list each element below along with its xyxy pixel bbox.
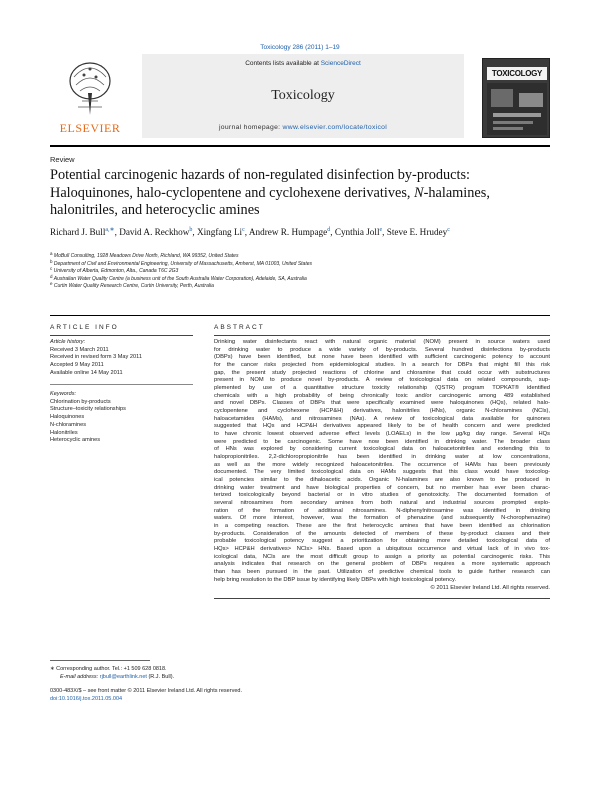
abstract-line: HQs> HCP&H derivatives> NCls> HNs. Based upon a ubiquitous occurrence and virtual lack of in vivo tox- — [214, 546, 550, 553]
title-line: Potential carcinogenic hazards of non-regulated disinfection by-products: — [50, 167, 471, 183]
abstract-rule — [214, 335, 550, 336]
email-line: E-mail address: rjbull@earthlink.net (R.J. Bull). — [60, 673, 175, 680]
author[interactable]: Richard J. Bull$^{a,∗}$, — [50, 227, 120, 237]
section-rule — [50, 315, 550, 316]
abstract-line: were predicted to be carcinogenic. Some have now been identified in drinking water. The broader class — [214, 438, 550, 445]
abstract-line: by-products. Consideration of the amounts detected of members of these by-product classes and their — [214, 530, 550, 537]
abstract-line: probable toxicological potency suggest a prioritization for obtaining more detailed toxicological data of — [214, 538, 550, 545]
elsevier-tree-icon — [66, 57, 114, 117]
abstract-line: halopropionitriles. 2,2-dichloropropionitrile has been identified in drinking water at low concentrations, — [214, 454, 550, 461]
abstract-line: of HNs was explored by considering current toxicological data on haloacetonitriles and extending this to — [214, 446, 550, 453]
abstract-line: suggested that HQs and HCP&H derivatives appeared likely to be of health concern and were predicted — [214, 423, 550, 430]
abstract-line: Drinking water disinfectants react with natural organic material (NOM) present in source waters used — [214, 339, 550, 345]
issn-line: 0300-483X/$ – see front matter © 2011 Elsevier Ireland Ltd. All rights reserved. — [50, 688, 242, 694]
history-label: Article history: — [50, 339, 86, 345]
abstract-line: ration of the formation of additional nitrosamines. N-diphenylnitrosamine was identified in drinking — [214, 507, 550, 514]
contents-prefix: Contents lists available at — [245, 60, 321, 67]
author[interactable]: David A. Reckhow$^b$, — [119, 227, 197, 237]
journal-cover[interactable] — [482, 58, 550, 138]
cover-art-icon — [487, 83, 547, 135]
affiliations — [50, 253, 550, 291]
affiliation: $^d$ Australian Water Quality Centre (a business unit of the South Australia Water Corporation), Adelaide, SA, Australia — [50, 273, 307, 282]
article-title — [50, 167, 550, 220]
history-item: Received 3 March 2011 — [50, 346, 109, 353]
abstract-line: waters. Of more interest, however, was the formation of phenazine (and subsequently N-chorophenazine) — [214, 515, 550, 522]
abstract-line: than has been pursued in the past. Utilization of predictive chemical tools to guide further research can — [214, 569, 550, 576]
author[interactable]: Cynthia Joll$^e$, — [334, 227, 387, 237]
history-item: Accepted 9 May 2011 — [50, 362, 104, 369]
sciencedirect-link[interactable]: ScienceDirect — [320, 60, 361, 67]
abstract-line: cyclopentene and cyclohexene (HCP&H) derivatives, halonitriles (HNs), organic N-chloramines (NCls), — [214, 408, 550, 415]
abstract-end-rule — [214, 598, 550, 599]
abstract-line: documented. The very limited toxicological data on HAMs suggests that this class would have toxicolog- — [214, 469, 550, 476]
article-info-heading: ARTICLE INFO — [50, 324, 119, 331]
history-item: Received in revised form 3 May 2011 — [50, 354, 142, 361]
journal-citation: Toxicology 286 (2011) 1–19 — [260, 44, 340, 51]
footnote-rule — [50, 660, 150, 661]
affiliation: $^a$ MoBull Consulting, 1928 Meadows Drive North, Richland, WA 99352, United States — [50, 251, 239, 259]
keyword: Halonitriles — [50, 429, 78, 436]
abstract-line: analysis indicates that research on the general problem of DBPs requires a more systematic approach — [214, 561, 550, 568]
abstract-line: chemicals with a high probability of being chronically toxic and/or carcinogenic among 489 established — [214, 392, 550, 399]
homepage-line — [142, 124, 464, 131]
abstract-line: for drinking water to produce a wide variety of by-products. Several hundred disinfections by-products — [214, 346, 550, 353]
abstract-line: in a competing reaction. These are the first heterocyclic amines that have been identified as chlorination — [214, 523, 550, 530]
history-item: Available online 14 May 2011 — [50, 369, 123, 376]
issn-block — [50, 688, 350, 703]
keywords — [50, 391, 193, 445]
email-link[interactable]: rjbull@earthlink.net — [99, 673, 147, 680]
corresponding-author-note — [50, 666, 350, 681]
cover-title: TOXICOLOGY — [487, 67, 547, 80]
keyword: Haloquinones — [50, 414, 85, 421]
abstract-line: gap, the present study projected reactions of chlorine and chloramine that could occur with substructures — [214, 369, 550, 376]
title-line: Haloquinones, halo-cyclopentene and cyclohexene derivatives, N-halamines, — [50, 184, 490, 201]
abstract-line: icological data, NCls are the most difficult group to assign a priority as potential carcinogenic risks. This — [214, 553, 550, 560]
copyright-notice: © 2011 Elsevier Ireland Ltd. All rights reserved. — [430, 584, 550, 591]
author[interactable]: Steve E. Hrudey$^c$ — [386, 227, 450, 237]
abstract-line: to have chronic lowest observed adverse effect levels (LOAELs) in the low µg/kg day range. Several HQs — [214, 431, 550, 438]
abstract-body — [214, 339, 550, 592]
abstract-line: plemented by use of a quantitative structure toxicity relationship (QSTR) program TOPKAT® identified — [214, 385, 550, 392]
abstract-line: terized toxicologically beyond bacterial or in vitro studies of genotoxicity. The documented formation of — [214, 492, 550, 499]
elsevier-logo[interactable] — [50, 57, 130, 137]
keyword: Chlorination by-products — [50, 398, 111, 405]
abstract-line: ical potencies similar to the dihaloacetic acids. Organic N-halamines are also known to be produced in — [214, 477, 550, 484]
abstract-line: for the cancer risks projected from epidemiological studies. In a search for DBPs that might fill this risk — [214, 362, 550, 369]
affiliation: $^b$ Department of Civil and Environmental Engineering, University of Massachusetts, Amherst, MA 01003, United States — [50, 258, 312, 267]
author[interactable]: Andrew R. Humpage$^d$, — [248, 227, 335, 237]
article-type: Review — [50, 155, 75, 164]
abstract-line: several nitrosamines from secondary amines from both natural and industrial sources prompted explo- — [214, 500, 550, 507]
contents-line — [142, 60, 464, 67]
title-line: halonitriles, and heterocyclic amines — [50, 202, 260, 218]
affiliation: $^e$ Curtin Water Quality Research Centre, Curtin University, Perth, Australia — [50, 281, 214, 290]
abstract-line: and novel DBPs. Classes of DBPs that were specifically examined were haloquinones (HQs), related halo- — [214, 400, 550, 407]
info-divider — [50, 384, 193, 385]
keyword: Structure–toxicity relationships — [50, 406, 126, 413]
author-list — [50, 227, 560, 237]
abstract-line: help bring resolution to the DBP issue by identifying likely DBPs with high toxicological potency. — [214, 576, 457, 583]
corresponding-author: ∗ Corresponding author. Tel.: +1 509 628 0818. — [50, 666, 167, 672]
abstract-line: as well as the more widely recognized haloacetonitriles. The occurrence of HAMs has been previously — [214, 461, 550, 468]
keyword: Heterocyclic amines — [50, 437, 101, 444]
journal-name: Toxicology — [271, 88, 335, 103]
abstract-line: present in NOM to produce novel by-products. A review of toxicological data on related compounds, sup- — [214, 377, 550, 384]
abstract-heading: ABSTRACT — [214, 324, 265, 331]
keywords-label: Keywords: — [50, 391, 77, 397]
keyword: N-chloramines — [50, 421, 87, 428]
journal-banner — [142, 54, 464, 138]
abstract-line: haloacetamides (HAMs), and nitrosamines (NAs). A review of toxicological data available for quinones — [214, 415, 550, 422]
elsevier-wordmark: ELSEVIER — [59, 121, 121, 135]
article-history — [50, 339, 193, 378]
author[interactable]: Xingfang Li$^c$, — [196, 227, 249, 237]
homepage-prefix: journal homepage: — [218, 124, 283, 131]
abstract-line: drinking water treatment and have biological properties of concern, but no member has ever been charac- — [214, 484, 550, 491]
info-rule — [50, 335, 193, 336]
abstract-line: (DBPs) have been identified, but none have been identified with sufficient carcinogenic potency to account — [214, 354, 550, 361]
journal-header — [50, 54, 550, 142]
doi-link[interactable]: doi:10.1016/j.tox.2011.05.004 — [50, 695, 123, 702]
affiliation: $^c$ University of Alberta, Edmonton, Alta., Canada T6C 2G3 — [50, 266, 179, 275]
header-rule — [50, 145, 550, 147]
homepage-link[interactable]: www.elsevier.com/locate/toxicol — [282, 124, 388, 131]
